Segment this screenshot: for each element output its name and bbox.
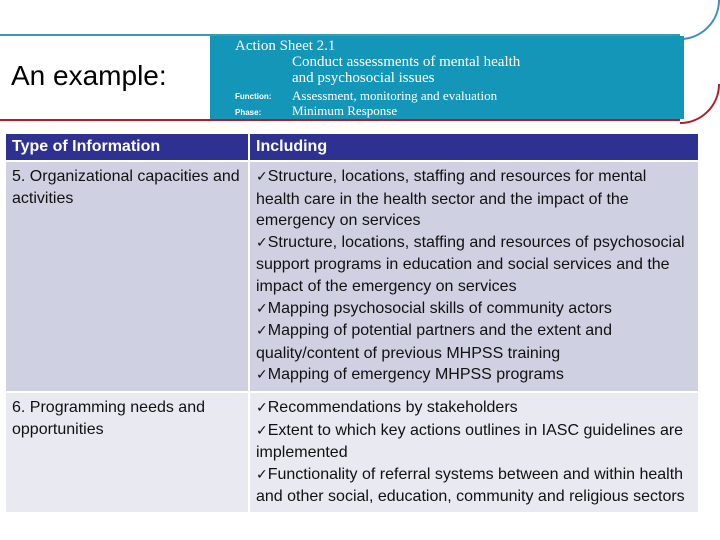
phase-label: Phase: [235, 108, 262, 117]
banner-subtitle-line2: and psychosocial issues [292, 70, 435, 86]
check-icon: ✓ [256, 367, 268, 384]
header-including: Including [250, 134, 698, 160]
title-divider [0, 119, 680, 121]
function-value: Assessment, monitoring and evaluation [292, 88, 498, 103]
check-icon: ✓ [256, 300, 268, 317]
check-icon: ✓ [256, 399, 268, 416]
page-title: An example: [11, 60, 167, 91]
list-item [256, 464, 692, 508]
list-item-text: Recommendations by stakeholders [267, 398, 518, 416]
list-item [256, 298, 692, 321]
header-type: Type of Information [6, 134, 248, 160]
banner-subtitle [292, 54, 520, 86]
check-icon: ✓ [256, 466, 268, 483]
list-item-text: Mapping of potential partners and the extent and quality/content of previous MHPSS training [256, 322, 612, 362]
list-item-text: Mapping psychosocial skills of community actors [267, 299, 612, 317]
including-cell [250, 162, 698, 391]
phase-value: Minimum Response [292, 103, 398, 118]
list-item [256, 420, 692, 464]
list-item-text: Structure, locations, staffing and resources for mental health care in the health sector and the impact of the emergency on services [256, 168, 647, 230]
list-item-text: Structure, locations, staffing and resources of psychosocial support programs in education and social services and the impact of the emergency on services [256, 233, 685, 295]
list-item [256, 320, 692, 364]
list-item [256, 232, 692, 298]
list-item-text: Extent to which key actions outlines in IASC guidelines are implemented [256, 421, 684, 462]
list-item [256, 166, 692, 232]
table-row [6, 162, 698, 391]
list-item-text: Mapping of emergency MHPSS programs [267, 366, 564, 384]
list-item [256, 397, 692, 420]
check-icon: ✓ [256, 422, 268, 439]
check-icon: ✓ [256, 323, 268, 340]
banner-heading: Action Sheet 2.1 [235, 38, 336, 54]
check-icon: ✓ [256, 234, 268, 251]
including-cell [250, 393, 698, 512]
function-label: Function: [235, 92, 272, 101]
check-icon: ✓ [256, 169, 268, 185]
information-table [4, 132, 700, 514]
list-item [256, 364, 692, 387]
type-cell: 6. Programming needs and opportunities [6, 393, 248, 512]
list-item-text: Functionality of referral systems between and within health and other social, education, community and religious sectors [256, 465, 685, 506]
type-cell: 5. Organizational capacities and activities [6, 162, 248, 391]
banner-subtitle-line1: Conduct assessments of mental health [292, 54, 521, 70]
action-sheet-banner [210, 36, 684, 119]
table-row [6, 393, 698, 512]
